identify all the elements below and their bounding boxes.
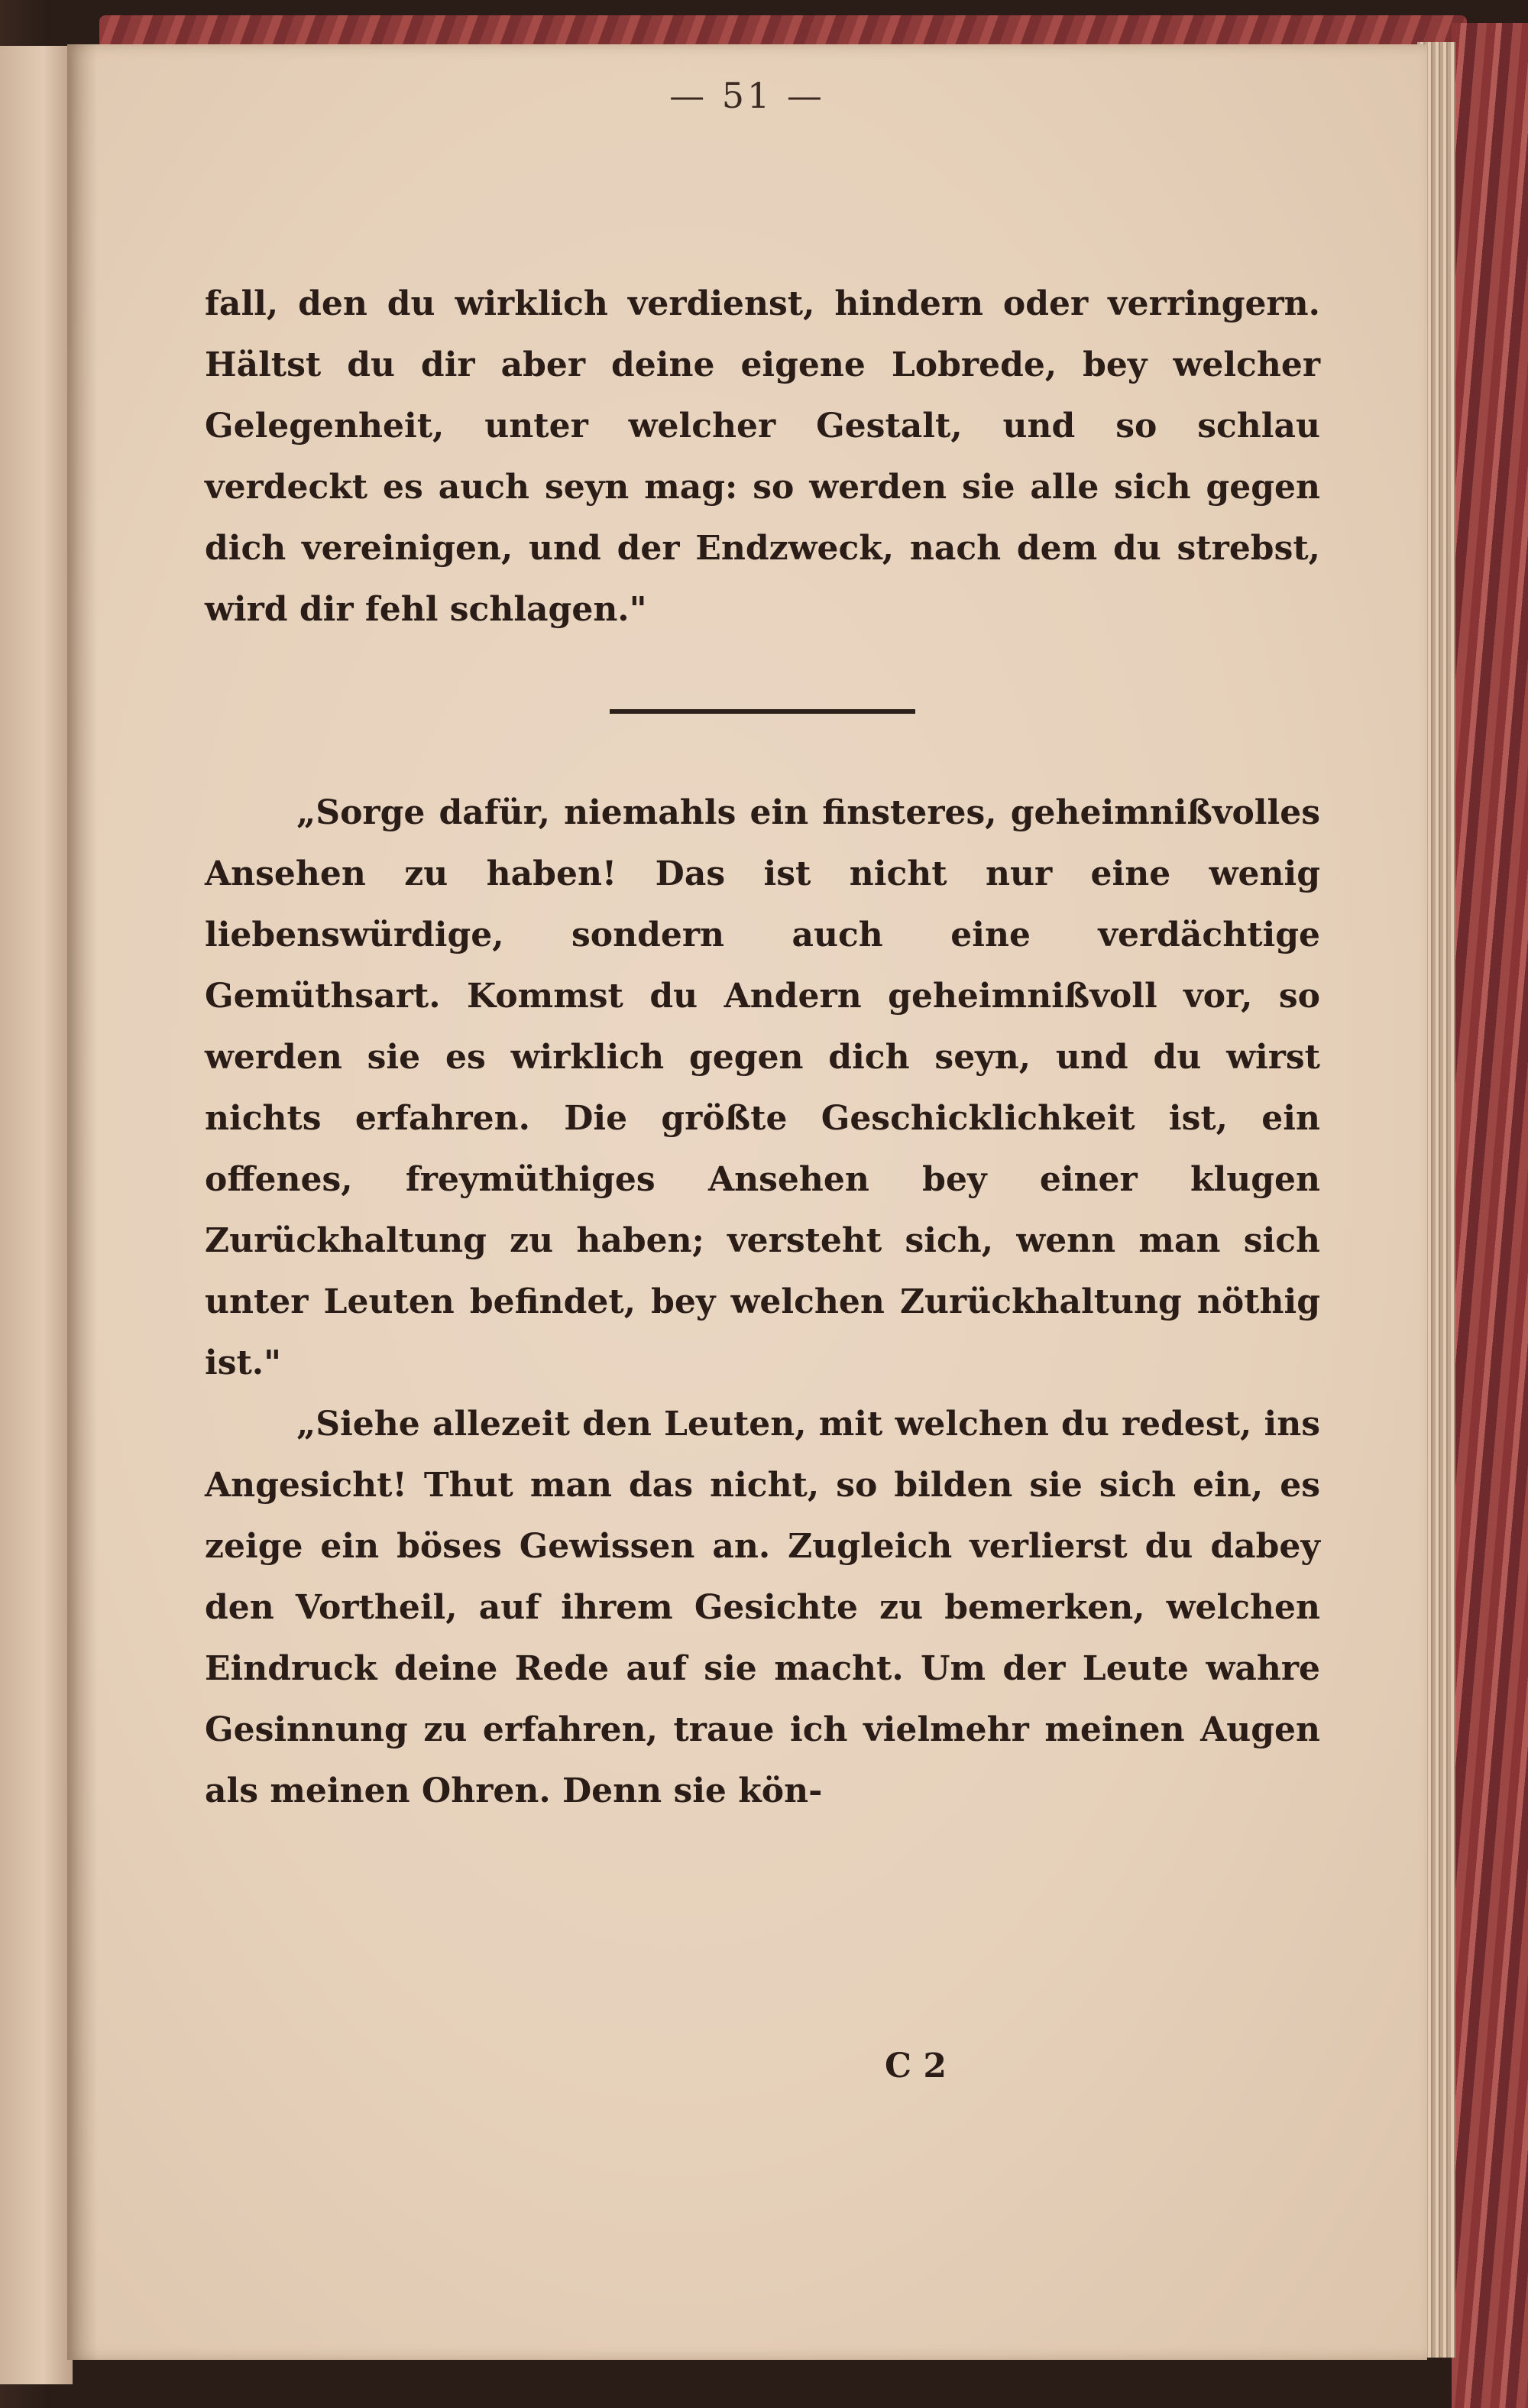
cover-right-edge [1452,23,1528,2408]
page-number: — 51 — [669,75,825,116]
paragraph-2: „Sorge dafür, niemahls ein finsteres, geheimnißvolles Ansehen zu haben! Das ist nicht nur eine wenig liebenswürdige, sondern auch eine verdächtige Gemüthsart. Kommst du Andern geheimnißvoll vor, so werden sie es wirklich gegen dich seyn, und du wirst nichts erfahren. Die größte Geschicklichkeit ist, ein offenes, freymüthiges Ansehen bey einer klugen Zurückhaltung zu haben; versteht sich, wenn man sich unter Leuten befindet, bey welchen Zurückhaltung nöthig ist." [205,793,1320,1382]
signature-mark: C 2 [885,2047,947,2086]
facing-page-edge [0,46,73,2384]
paragraph-1: fall, den du wirklich verdienst, hindern oder verringern. Hältst du dir aber deine eigene Lobrede, bey welcher Gelegenheit, unter welcher Gestalt, und so schlau verdeckt es auch seyn mag: so werden sie alle sich gegen dich vereinigen, und der Endzweck, nach dem du strebst, wird dir fehl schlagen." [205,284,1320,629]
book-page [67,44,1427,2360]
section-divider [610,709,915,714]
page-body [205,274,1320,1822]
gutter-shadow [67,44,98,2360]
paragraph-3: „Siehe allezeit den Leuten, mit welchen du redest, ins Angesicht! Thut man das nicht, so bilden sie sich ein, es zeige ein böses Gewissen an. Zugleich verlierst du dabey den Vortheil, auf ihrem Gesichte zu bemerken, welchen Eindruck deine Rede auf sie macht. Um der Leute wahre Gesinnung zu erfahren, traue ich vielmehr meinen Augen als meinen Ohren. Denn sie kön- [205,1405,1320,1810]
